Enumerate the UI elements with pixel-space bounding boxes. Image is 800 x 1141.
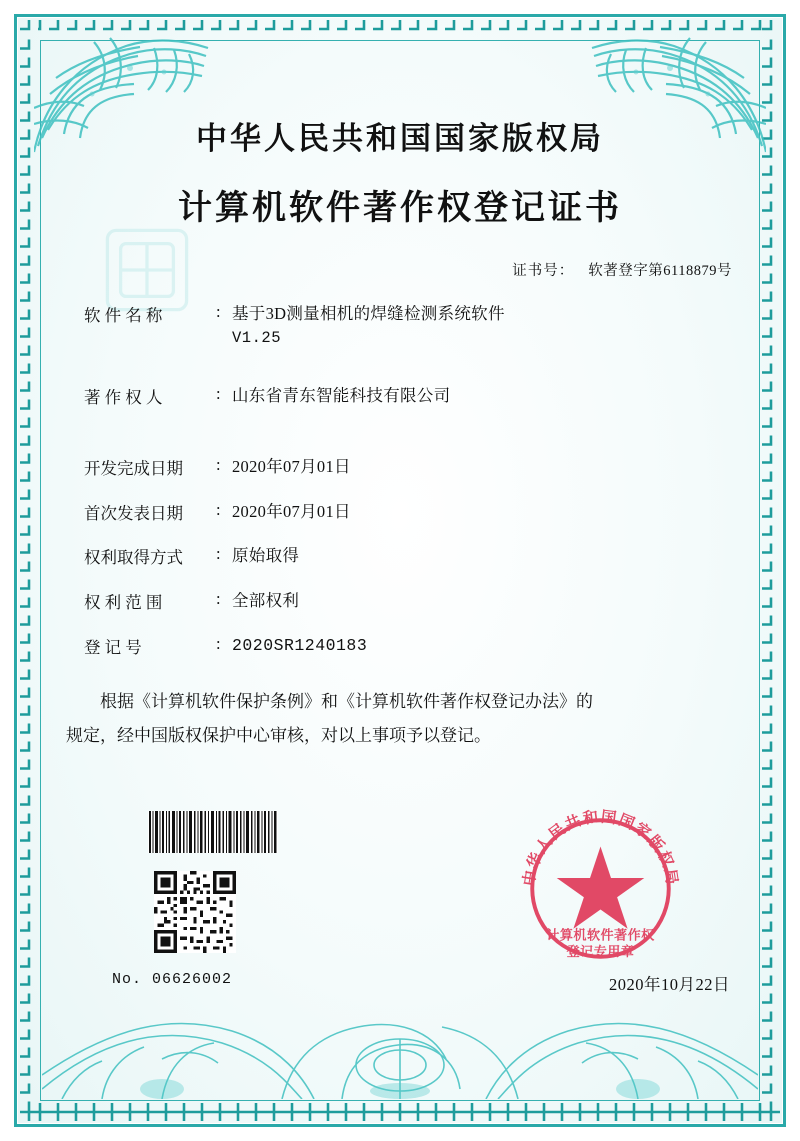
field-label: 软 件 名 称 xyxy=(84,306,163,325)
field-label: 登 记 号 xyxy=(84,637,142,657)
field-colon: : xyxy=(216,384,221,403)
legal-statement-line-2: 规定，经中国版权保护中心审核，对以上事项予以登记。 xyxy=(66,726,491,746)
field-first-publication-date xyxy=(84,500,740,525)
certificate-footer xyxy=(60,808,740,1021)
field-software-name xyxy=(84,302,740,350)
field-colon: : xyxy=(216,633,221,653)
serial-number: No. 06626002 xyxy=(112,971,233,988)
field-registration-number xyxy=(84,634,740,659)
fields-list xyxy=(60,302,740,659)
document-title: 计算机软件著作权登记证书 xyxy=(178,190,622,227)
field-value: 2020年07月01日 xyxy=(232,456,351,476)
field-label: 权 利 范 围 xyxy=(84,593,163,612)
field-value: 原始取得 xyxy=(232,546,300,566)
field-value: 2020年07月01日 xyxy=(232,501,351,521)
issue-date: 2020年10月22日 xyxy=(609,975,730,994)
seal-line-1: 计算机软件著作权 xyxy=(546,927,655,943)
certificate-number-row xyxy=(60,259,740,280)
certificate-number-value: 软著登字第6118879号 xyxy=(588,263,732,279)
issuer-title: 中华人民共和国国家版权局 xyxy=(196,121,604,156)
field-label: 著 作 权 人 xyxy=(84,388,163,407)
field-colon: : xyxy=(216,454,221,474)
field-label: 权利取得方式 xyxy=(84,548,183,568)
field-rights-scope xyxy=(84,589,740,614)
field-value-version: V1.25 xyxy=(232,328,282,347)
field-label: 首次发表日期 xyxy=(84,503,183,523)
field-copyright-owner xyxy=(84,384,740,409)
field-colon: : xyxy=(216,589,221,608)
field-colon: : xyxy=(216,499,221,519)
seal-ring-text: 中华人民共和国国家版权局 xyxy=(520,808,681,888)
legal-statement-line-1: 根据《计算机软件保护条例》和《计算机软件著作权登记办法》的 xyxy=(100,691,593,711)
seal-line-2: 登记专用章 xyxy=(566,943,635,959)
field-colon: : xyxy=(216,302,221,321)
certificate-number-label: 证书号： xyxy=(512,263,575,279)
field-value: 全部权利 xyxy=(232,591,300,610)
field-label: 开发完成日期 xyxy=(84,458,183,478)
field-value xyxy=(232,302,740,350)
field-development-completion-date xyxy=(84,455,740,480)
field-colon: : xyxy=(216,544,221,564)
legal-statement xyxy=(60,685,740,755)
field-value-text: 基于3D测量相机的焊缝检测系统软件 xyxy=(232,304,505,323)
field-value: 山东省青东智能科技有限公司 xyxy=(232,386,451,405)
field-value: 2020SR1240183 xyxy=(232,635,368,655)
qr-code xyxy=(154,871,236,953)
barcode xyxy=(148,811,278,853)
official-seal xyxy=(513,801,688,976)
field-rights-acquisition-method xyxy=(84,544,740,569)
